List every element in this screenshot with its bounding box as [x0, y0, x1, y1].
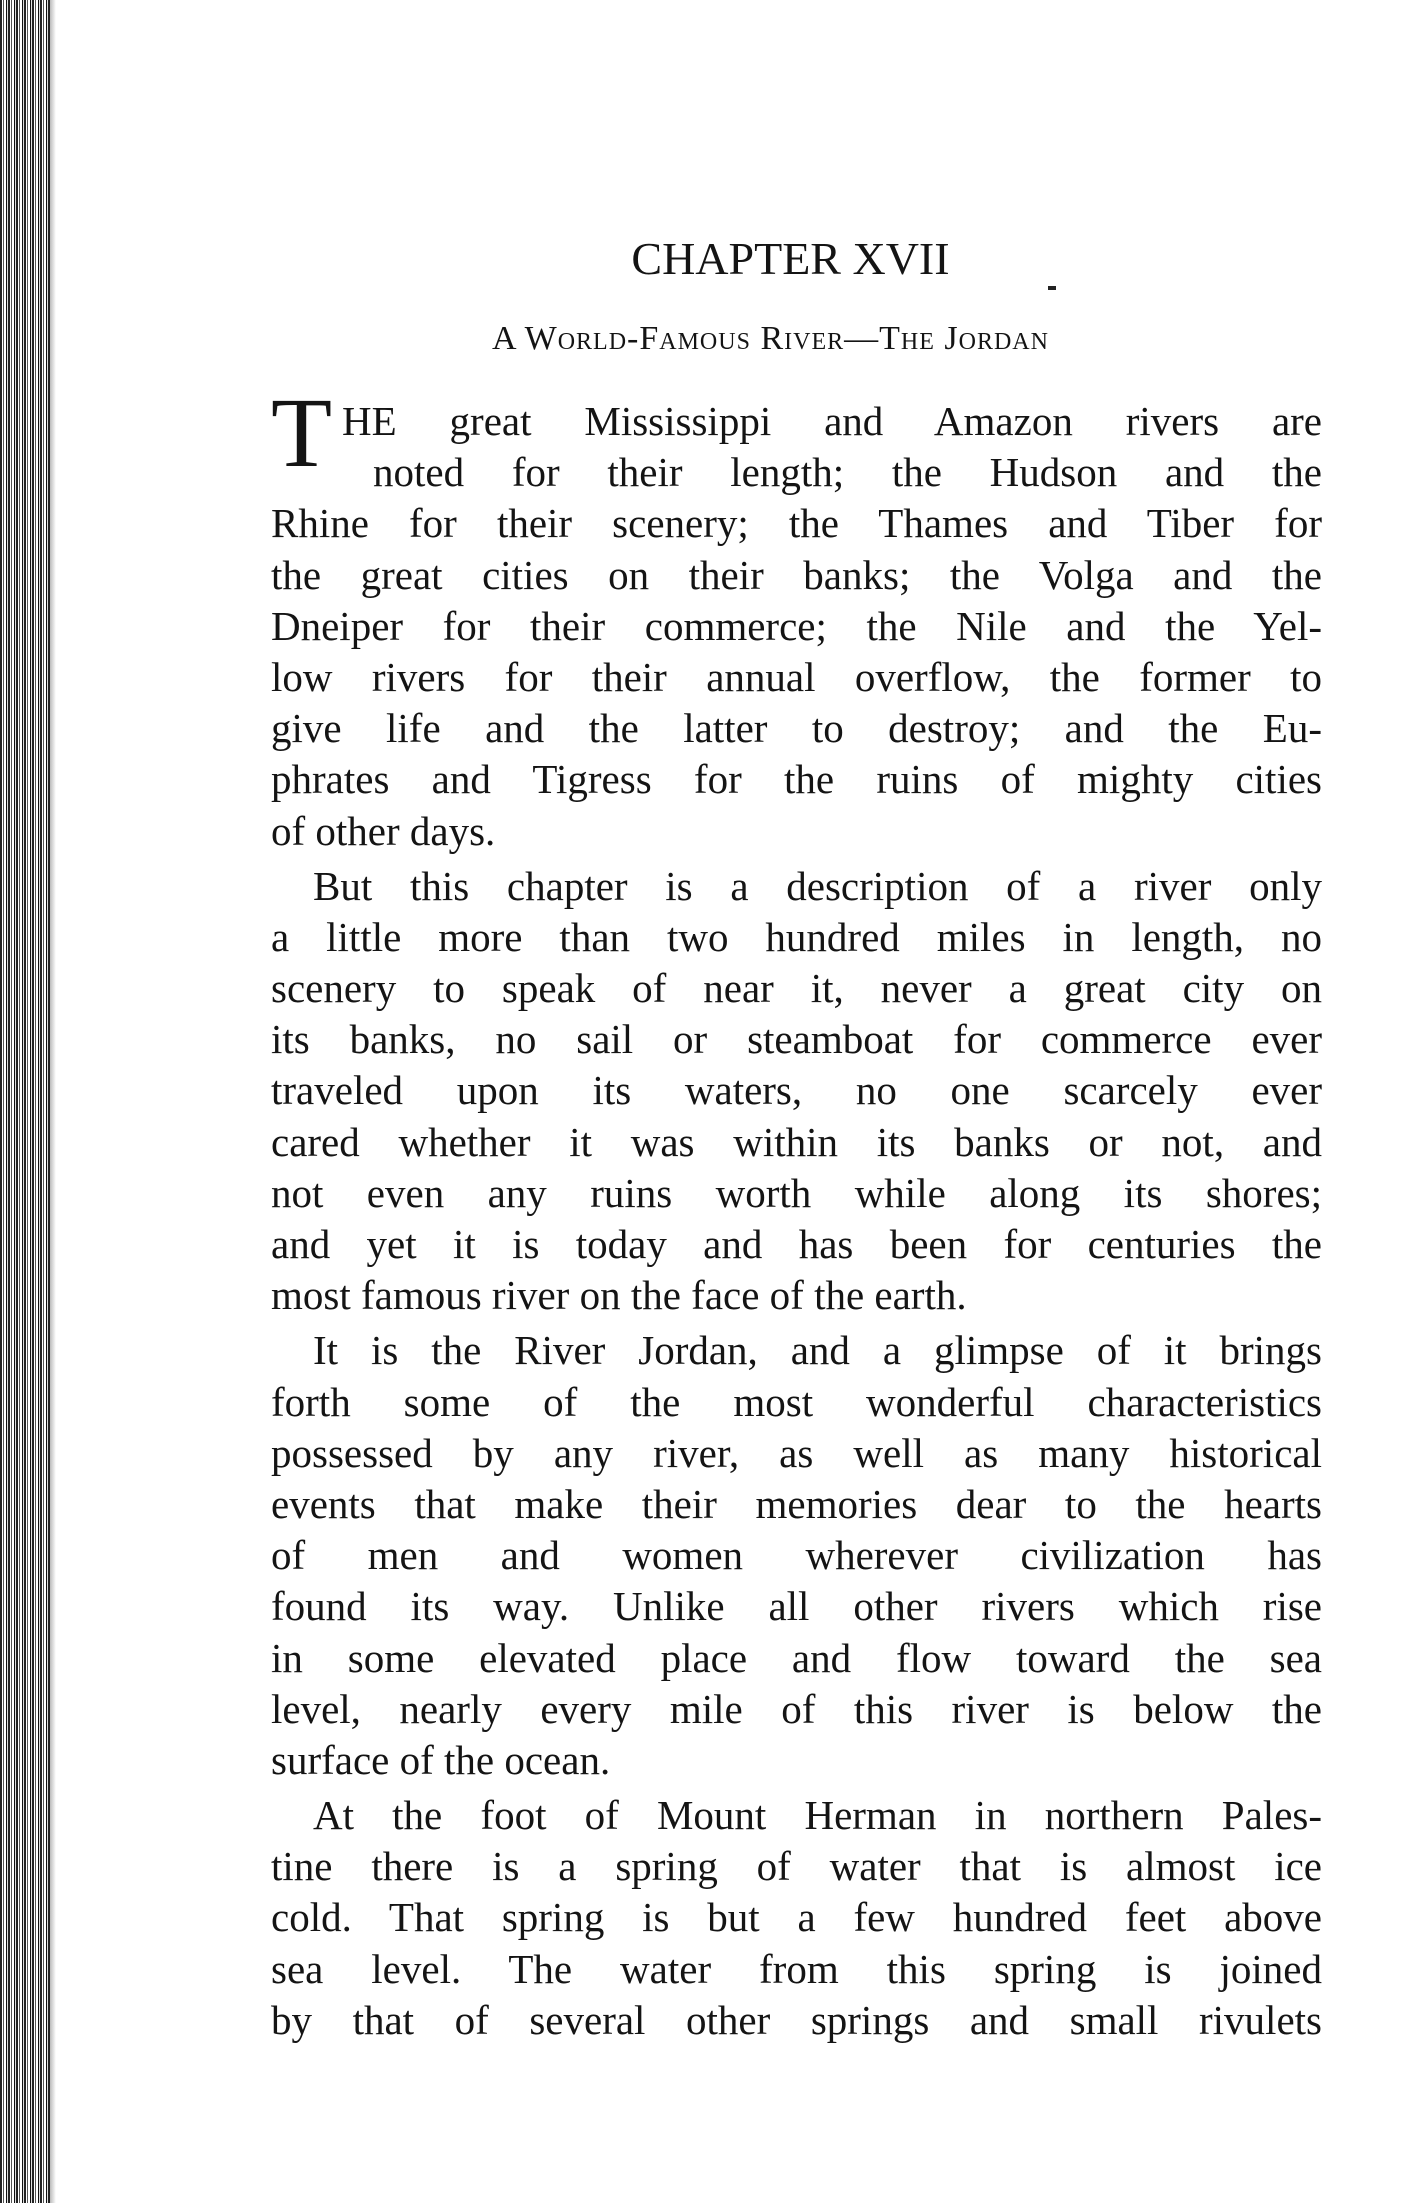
text-line: by that of several other springs and small rivulets — [271, 1996, 1322, 2043]
text-line: sea level. The water from this spring is joined — [271, 1945, 1322, 1992]
chapter-heading: CHAPTER XVII — [631, 233, 950, 284]
text-line: and yet it is today and has been for centuries the — [271, 1221, 1322, 1267]
paragraph — [271, 1790, 1322, 2046]
text-line: scenery to speak of near it, never a great city on — [271, 965, 1322, 1012]
text-line: low rivers for their annual overflow, the former to — [271, 653, 1322, 700]
chapter-title: A World-Famous River—The Jordan — [492, 320, 1049, 357]
text-line: cold. That spring is but a few hundred feet above — [271, 1894, 1322, 1941]
paragraph — [271, 1325, 1322, 1786]
text-line: give life and the latter to destroy; and the Eu- — [271, 705, 1322, 752]
text-line: noted for their length; the Hudson and the — [373, 449, 1322, 496]
text-line: found its way. Unlike all other rivers which rise — [271, 1583, 1322, 1630]
drop-cap: T — [271, 377, 333, 488]
text-line: not even any ruins worth while along its shores; — [271, 1169, 1322, 1216]
text-line: level, nearly every mile of this river is below the — [271, 1685, 1322, 1732]
text-line: the great cities on their banks; the Volga and the — [271, 551, 1322, 598]
paragraph — [271, 861, 1322, 1322]
text-line: most famous river on the face of the earth. — [271, 1272, 967, 1319]
text-line: surface of the ocean. — [271, 1736, 611, 1783]
text-line: of other days. — [271, 807, 496, 854]
text-line: phrates and Tigress for the ruins of mighty cities — [271, 756, 1322, 803]
text-line: It is the River Jordan, and a glimpse of it brings — [313, 1327, 1322, 1374]
text-line: in some elevated place and flow toward the sea — [271, 1634, 1322, 1681]
text-line: events that make their memories dear to the hearts — [271, 1480, 1322, 1527]
text-line: cared whether it was within its banks or not, and — [271, 1118, 1322, 1165]
text-line: But this chapter is a description of a river only — [313, 862, 1322, 909]
text-line: At the foot of Mount Herman in northern Pales- — [313, 1792, 1322, 1839]
text-line: Dneiper for their commerce; the Nile and the Yel- — [271, 602, 1322, 649]
text-line: its banks, no sail or steamboat for commerce ever — [271, 1016, 1322, 1063]
text-line: a little more than two hundred miles in length, no — [271, 913, 1322, 960]
text-line: forth some of the most wonderful characteristics — [271, 1378, 1322, 1425]
text-line: HE great Mississippi and Amazon rivers are — [342, 398, 1322, 444]
text-line: possessed by any river, as well as many historical — [271, 1429, 1322, 1476]
paragraph — [271, 396, 1322, 857]
text-line: Rhine for their scenery; the Thames and Tiber for — [271, 500, 1322, 547]
chapter-body — [271, 396, 1322, 2050]
text-line: of men and women wherever civilization has — [271, 1532, 1322, 1579]
text-line: traveled upon its waters, no one scarcely ever — [271, 1067, 1322, 1114]
print-speck — [1048, 286, 1056, 290]
text-line: tine there is a spring of water that is almost ice — [271, 1843, 1322, 1890]
